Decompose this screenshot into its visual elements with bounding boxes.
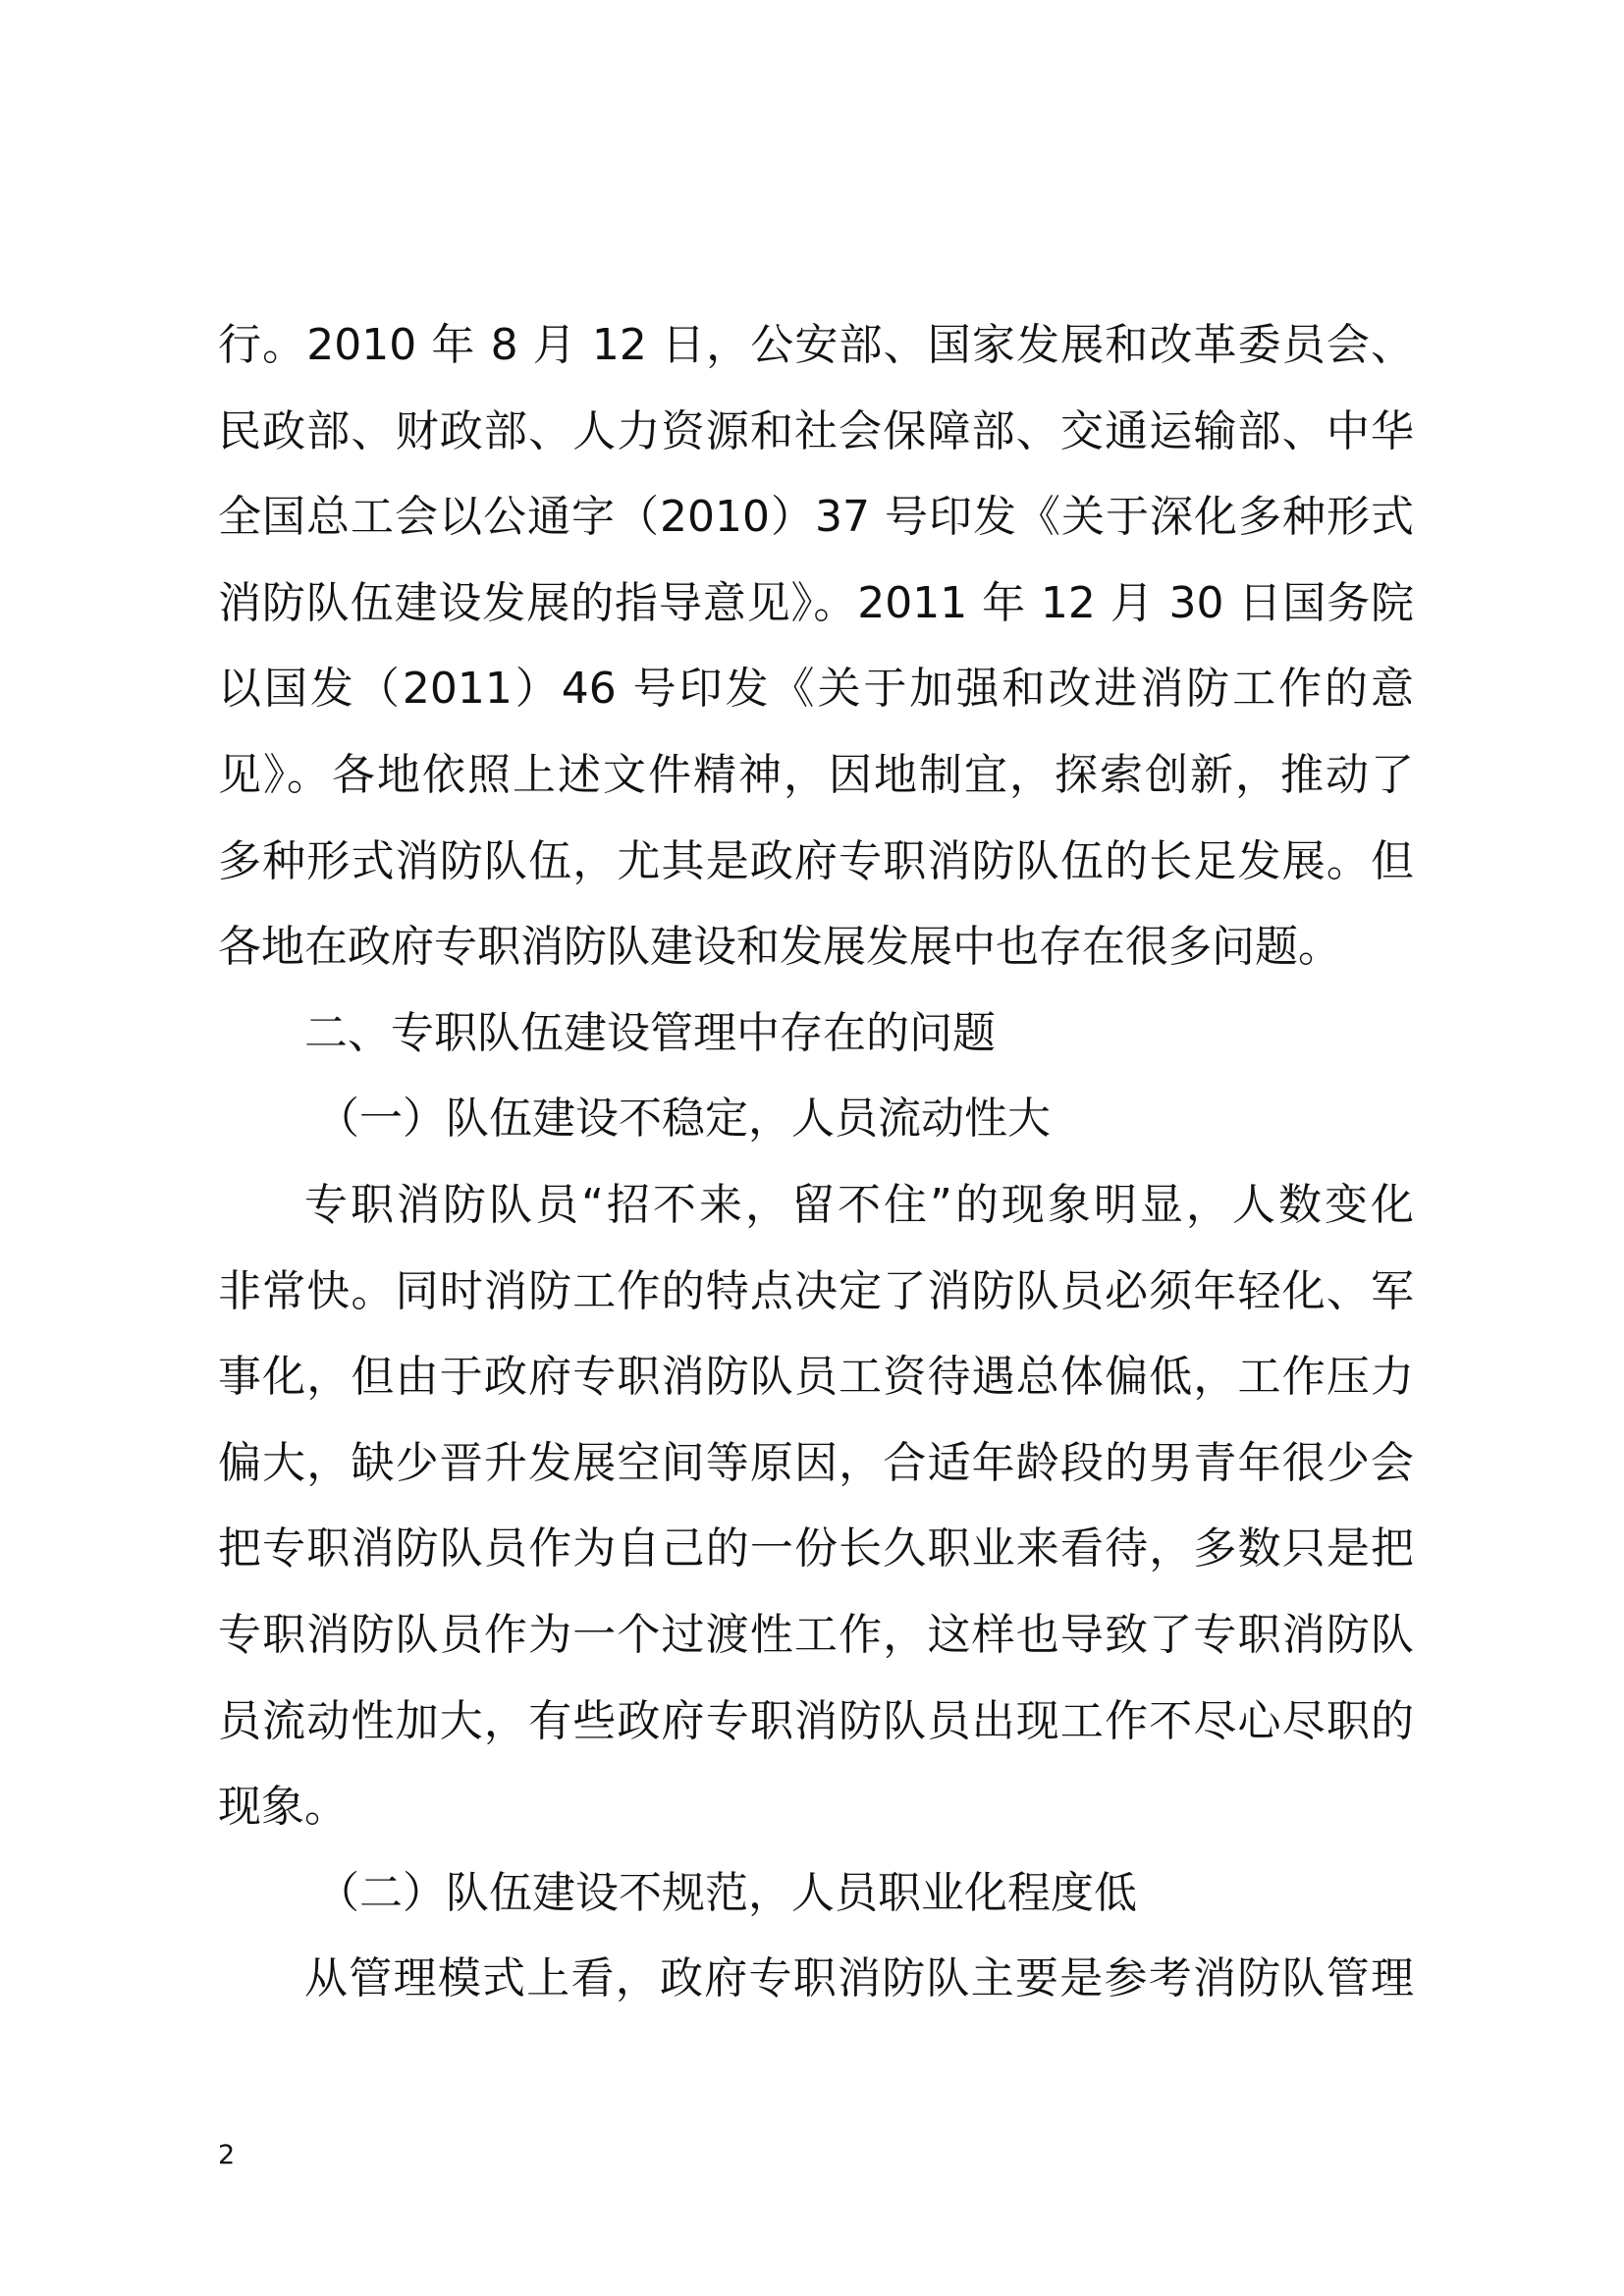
paragraph-line: 消防队伍建设发展的指导意见》。2011 年 12 月 30 日国务院	[218, 577, 1414, 628]
paragraph-line: 以国发（2011）46 号印发《关于加强和改进消防工作的意	[218, 664, 1414, 715]
paragraph-line: 非常快。同时消防工作的特点决定了消防队员必须年轻化、军	[218, 1265, 1414, 1316]
paragraph-line: 偏大，缺少晋升发展空间等原因，合适年龄段的男青年很少会	[218, 1437, 1414, 1488]
paragraph-line: 事化，但由于政府专职消防队员工资待遇总体偏低，工作压力	[218, 1352, 1414, 1403]
paragraph-line: 多种形式消防队伍，尤其是政府专职消防队伍的长足发展。但	[218, 835, 1414, 886]
section-heading: 二、专职队伍建设管理中存在的问题	[304, 1007, 996, 1058]
paragraph-line: 员流动性加大，有些政府专职消防队员出现工作不尽心尽职的	[218, 1695, 1414, 1746]
paragraph-line: 各地在政府专职消防队建设和发展发展中也存在很多问题。	[218, 922, 1341, 973]
body-text	[218, 302, 1414, 2022]
paragraph-line: 现象。	[218, 1782, 348, 1833]
paragraph-line: 民政部、财政部、人力资源和社会保障部、交通运输部、中华	[218, 405, 1414, 456]
paragraph-line: 专职消防队员作为一个过渡性工作，这样也导致了专职消防队	[218, 1609, 1414, 1660]
subsection-heading: （一）队伍建设不稳定，人员流动性大	[316, 1094, 1051, 1145]
paragraph-line: 见》。各地依照上述文件精神，因地制宜，探索创新，推动了	[218, 749, 1414, 800]
paragraph-line: 专职消防队员“招不来，留不住”的现象明显，人数变化	[304, 1179, 1414, 1230]
page-number: 2	[218, 2140, 236, 2170]
paragraph-line: 把专职消防队员作为自己的一份长久职业来看待，多数只是把	[218, 1523, 1414, 1575]
subsection-heading: （二）队伍建设不规范，人员职业化程度低	[316, 1867, 1137, 1918]
paragraph-line: 行。2010 年 8 月 12 日，公安部、国家发展和改革委员会、	[218, 320, 1414, 370]
paragraph-line: 全国总工会以公通字（2010）37 号印发《关于深化多种形式	[218, 492, 1414, 543]
paragraph-line: 从管理模式上看，政府专职消防队主要是参考消防队管理	[304, 1953, 1414, 2004]
